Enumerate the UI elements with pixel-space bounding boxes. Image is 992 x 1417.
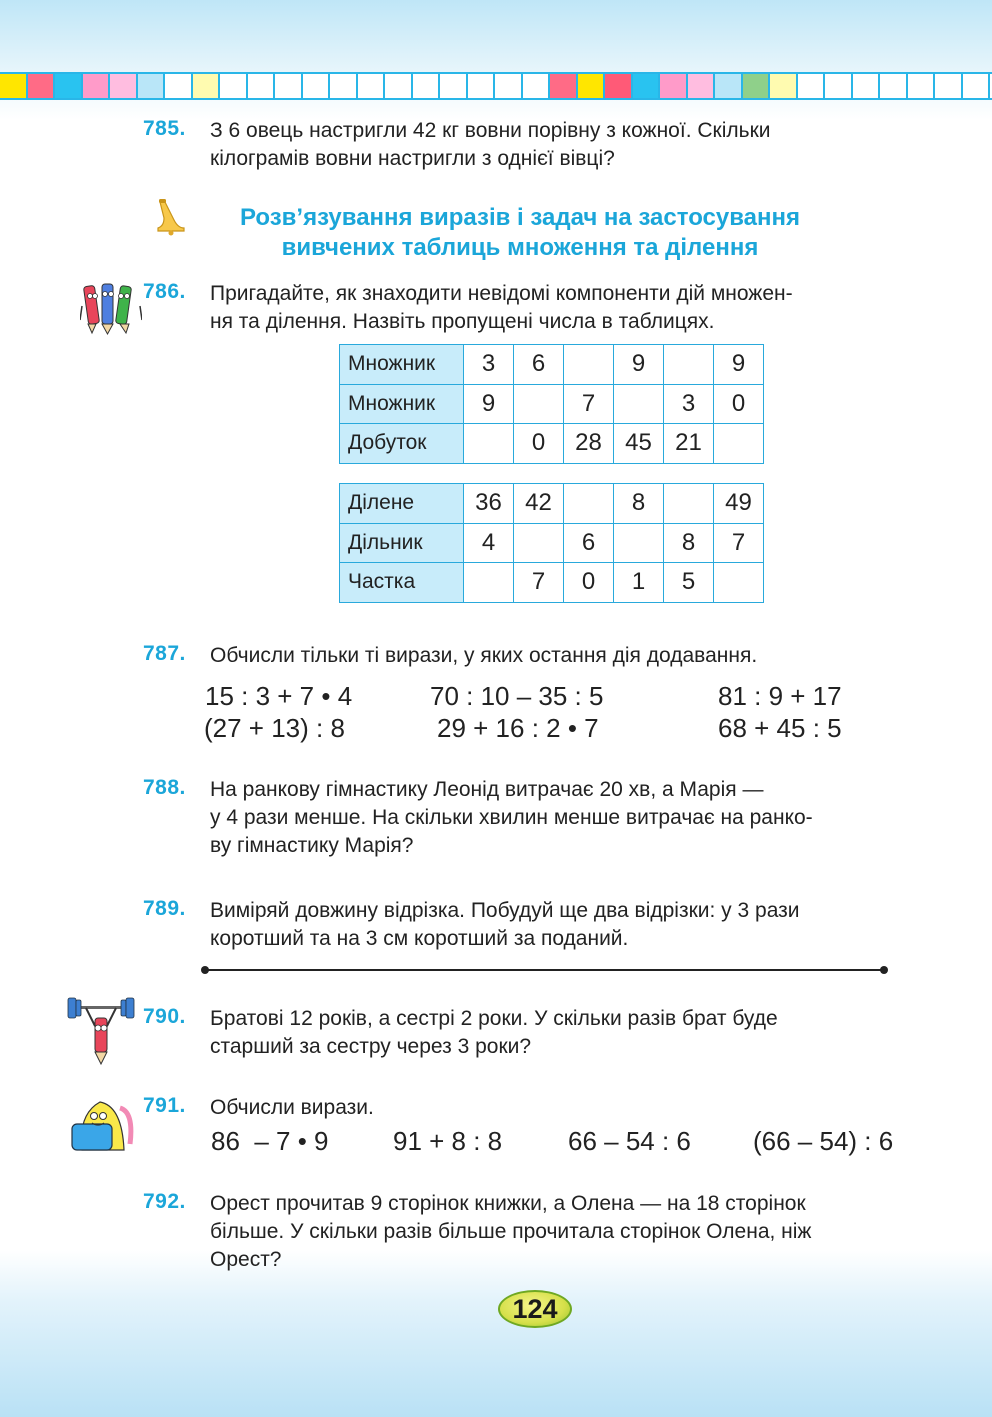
text-line: Пригадайте, як знаходити невідомі компоненти дій множен- [210, 282, 793, 305]
expression: 81 : 9 + 17 [718, 681, 842, 711]
task-text [210, 117, 907, 173]
table-cell: 49 [714, 484, 764, 524]
task-text [210, 897, 907, 953]
table-row [340, 563, 764, 603]
table-cell: 6 [564, 523, 614, 563]
expression: 29 + 16 : 2 • 7 [437, 713, 599, 743]
text-line: Виміряй довжину відрізка. Побудуй ще два відрізки: у 3 рази [210, 899, 800, 922]
table-cell: 28 [564, 424, 614, 464]
table-cell: 1 [614, 563, 664, 603]
row-label: Множник [340, 384, 464, 424]
table-cell [664, 345, 714, 385]
stripe-square [715, 74, 743, 98]
division-table [339, 483, 764, 603]
task-text [210, 776, 907, 860]
expression: 68 + 45 : 5 [718, 713, 842, 743]
stripe-square [743, 74, 771, 98]
table-row [340, 345, 764, 385]
stripe-square [908, 74, 936, 98]
expression: (27 + 13) : 8 [204, 713, 345, 743]
stripe-square [853, 74, 881, 98]
task-text: Обчисли вирази. [210, 1096, 374, 1119]
table-cell: 6 [514, 345, 564, 385]
heading-line: вивчених таблиць множення та ділення [281, 234, 759, 261]
stripe-square [605, 74, 633, 98]
table-cell [564, 484, 614, 524]
text-line: коротший та на 3 см коротший за поданий. [210, 927, 629, 950]
stripe-square [248, 74, 276, 98]
table-cell: 7 [564, 384, 614, 424]
task-number: 785. [143, 117, 186, 140]
stripe-square [413, 74, 441, 98]
expression: 86 – 7 • 9 [211, 1126, 329, 1156]
expression: (66 – 54) : 6 [753, 1126, 894, 1156]
expression: 91 + 8 : 8 [393, 1126, 503, 1156]
row-label: Ділене [340, 484, 464, 524]
segment-endpoint [880, 966, 888, 974]
table-row [340, 384, 764, 424]
heading-line: Розв’язування виразів і задач на застосування [239, 204, 801, 231]
table-cell [464, 424, 514, 464]
table-cell: 42 [514, 484, 564, 524]
stripe-square [275, 74, 303, 98]
table-cell: 4 [464, 523, 514, 563]
stripe-square [28, 74, 56, 98]
table-cell: 9 [614, 345, 664, 385]
stripe-square [193, 74, 221, 98]
stripe-square [523, 74, 551, 98]
stripe-square [358, 74, 386, 98]
line-segment [205, 969, 885, 971]
text-line: у 4 рази менше. На скільки хвилин менше витрачає на ранко- [210, 806, 813, 829]
stripe-square [83, 74, 111, 98]
table-cell: 8 [664, 523, 714, 563]
table-cell [714, 424, 764, 464]
page-number: 124 [498, 1290, 572, 1328]
expression: 66 – 54 : 6 [568, 1126, 691, 1156]
text-line: ня та ділення. Назвіть пропущені числа в таблицях. [210, 310, 715, 333]
text-line: Братові 12 років, а сестрі 2 роки. У скільки разів брат буде [210, 1007, 778, 1030]
stripe-square [440, 74, 468, 98]
stripe-square [138, 74, 166, 98]
table-cell: 45 [614, 424, 664, 464]
task-text: Обчисли тільки ті вирази, у яких остання дія додавання. [210, 644, 758, 667]
stripe-square [770, 74, 798, 98]
stripe-square [935, 74, 963, 98]
row-label: Множник [340, 345, 464, 385]
stripe-square [578, 74, 606, 98]
stripe-square [880, 74, 908, 98]
table-cell [514, 523, 564, 563]
stripe-square [385, 74, 413, 98]
table-cell: 3 [664, 384, 714, 424]
task-number: 786. [143, 280, 186, 303]
table-cell: 8 [614, 484, 664, 524]
weightlifting-pencil-icon [66, 996, 136, 1066]
stripe-square [55, 74, 83, 98]
section-heading [160, 203, 880, 263]
table-cell [564, 345, 614, 385]
task-number: 792. [143, 1190, 186, 1213]
table-cell [614, 523, 664, 563]
stripe-square [468, 74, 496, 98]
text-line: Орест прочитав 9 сторінок книжки, а Олена — на 18 сторінок [210, 1192, 806, 1215]
table-row [340, 484, 764, 524]
table-row [340, 523, 764, 563]
stripe-square [798, 74, 826, 98]
stripe-square [550, 74, 578, 98]
text-line: ву гімнастику Марія? [210, 834, 414, 857]
multiplication-table [339, 344, 764, 464]
table-cell: 7 [714, 523, 764, 563]
table-cell: 9 [714, 345, 764, 385]
table-cell [614, 384, 664, 424]
table-cell [714, 563, 764, 603]
table-cell: 36 [464, 484, 514, 524]
task-text [210, 280, 907, 336]
stripe-square [330, 74, 358, 98]
segment-endpoint [201, 966, 209, 974]
stripe-square [688, 74, 716, 98]
table-row [340, 424, 764, 464]
pencils-icon [80, 280, 142, 336]
task-number: 790. [143, 1005, 186, 1028]
table-cell: 0 [564, 563, 614, 603]
table-cell [514, 384, 564, 424]
text-line: кілограмів вовни настригли з однієї вівці? [210, 147, 615, 170]
expression: 15 : 3 + 7 • 4 [205, 681, 353, 711]
table-cell: 5 [664, 563, 714, 603]
table-cell: 7 [514, 563, 564, 603]
stripe-square [0, 74, 28, 98]
stripe-square [303, 74, 331, 98]
task-number: 788. [143, 776, 186, 799]
text-line: старший за сестру через 3 роки? [210, 1035, 532, 1058]
stripe-square [165, 74, 193, 98]
table-cell [464, 563, 514, 603]
stripe-square [963, 74, 991, 98]
stripe-square [495, 74, 523, 98]
row-label: Частка [340, 563, 464, 603]
stripe-square [660, 74, 688, 98]
task-text [210, 1190, 907, 1274]
stripe-square [825, 74, 853, 98]
task-number: 789. [143, 897, 186, 920]
task-number: 787. [143, 642, 186, 665]
row-label: Добуток [340, 424, 464, 464]
table-cell [664, 484, 714, 524]
expression: 70 : 10 – 35 : 5 [430, 681, 604, 711]
text-line: більше. У скільки разів більше прочитала сторінок Олена, ніж [210, 1220, 812, 1243]
stripe-square [633, 74, 661, 98]
decorative-stripe [0, 72, 992, 100]
backpack-icon [70, 1094, 136, 1156]
text-line: З 6 овець настригли 42 кг вовни порівну з кожної. Скільки [210, 119, 771, 142]
task-number: 791. [143, 1094, 186, 1117]
table-cell: 9 [464, 384, 514, 424]
table-cell: 0 [714, 384, 764, 424]
stripe-square [220, 74, 248, 98]
row-label: Дільник [340, 523, 464, 563]
task-text [210, 1005, 907, 1061]
table-cell: 3 [464, 345, 514, 385]
stripe-square [110, 74, 138, 98]
table-cell: 0 [514, 424, 564, 464]
text-line: Орест? [210, 1248, 282, 1271]
table-cell: 21 [664, 424, 714, 464]
text-line: На ранкову гімнастику Леонід витрачає 20 хв, а Марія — [210, 778, 764, 801]
